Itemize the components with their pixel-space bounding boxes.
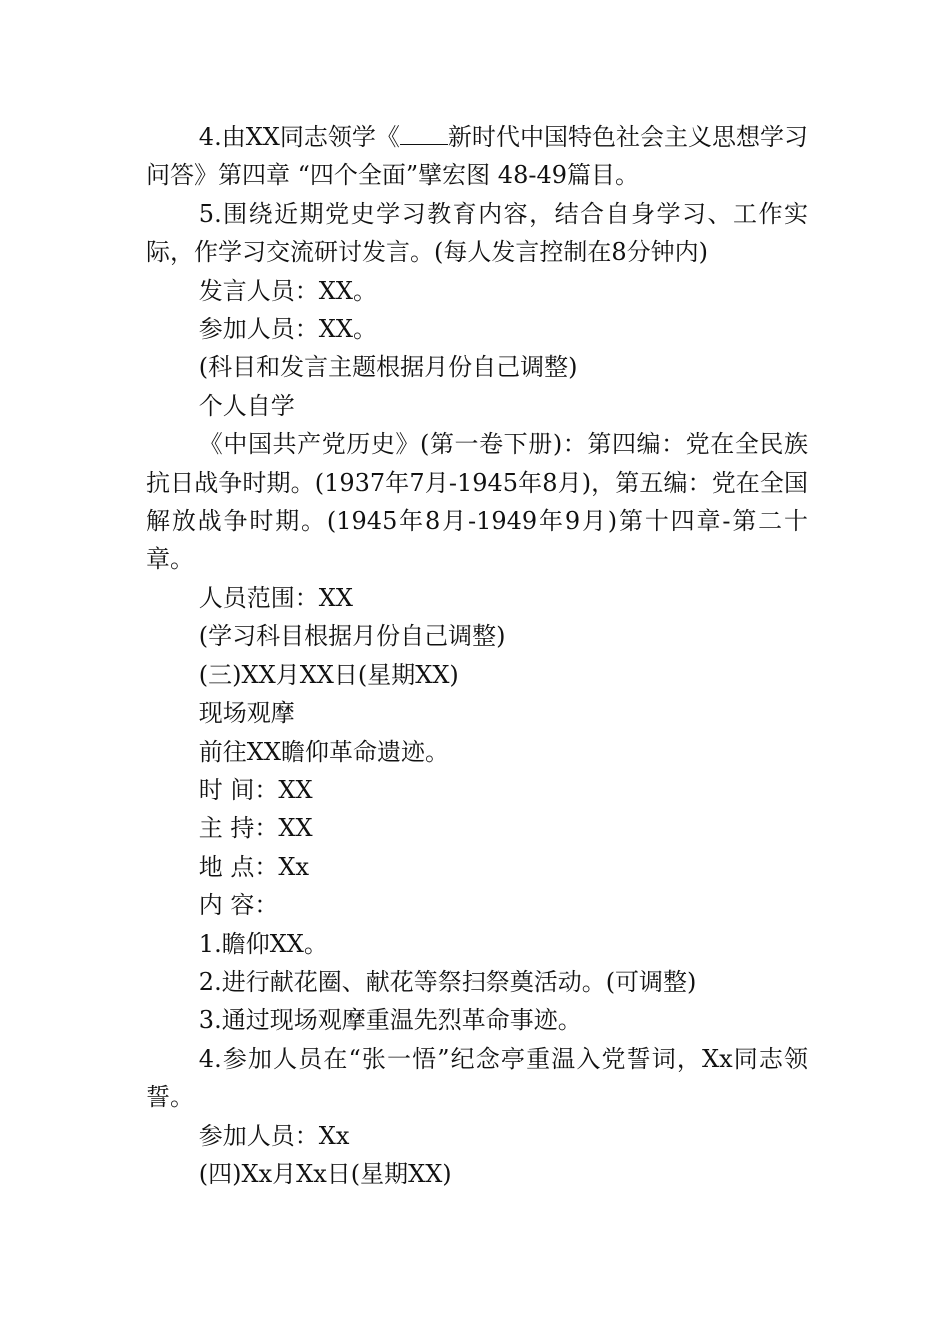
section-heading: 现场观摩 [198, 699, 295, 728]
paragraph: 地 点：Xx [198, 852, 310, 881]
section-heading: 个人自学 [198, 391, 295, 420]
section-heading: (四)Xx月Xx日(星期XX) [198, 1159, 452, 1188]
paragraph: 参加人员：Xx [198, 1121, 350, 1150]
paragraph-text: 4.由XX同志领学《 [198, 123, 400, 151]
paragraph: 5.围绕近期党史学习教育内容，结合自身学习、工作实际，作学习交流研讨发言。(每人发言控制在8分钟内) [146, 199, 808, 267]
list-item: 1.瞻仰XX。 [198, 929, 328, 958]
paragraph: 主 持：XX [198, 814, 313, 843]
paragraph: 时 间：XX [198, 775, 313, 804]
paragraph: 前往XX瞻仰革命遗迹。 [198, 737, 449, 766]
paragraph: 人员范围：XX [198, 583, 353, 612]
paragraph [146, 118, 808, 195]
fill-in-blank [400, 124, 448, 145]
paragraph: (学习科目根据月份自己调整) [198, 622, 506, 651]
list-item: 2.进行献花圈、献花等祭扫祭奠活动。(可调整) [198, 967, 697, 996]
paragraph: 《中国共产党历史》(第一卷下册)：第四编：党在全民族抗日战争时期。(1937年7月-1945年8月)，第五编：党在全国解放战争时期。(1945年8月-1949年9月)第十四章-第二十章。 [146, 430, 808, 574]
paragraph: 发言人员：XX。 [198, 276, 377, 305]
paragraph: 参加人员：XX。 [198, 315, 377, 344]
list-item: 4.参加人员在“张一悟”纪念亭重温入党誓词，Xx同志领誓。 [146, 1044, 808, 1112]
paragraph: (科目和发言主题根据月份自己调整) [198, 353, 578, 382]
paragraph: 内 容： [198, 891, 279, 920]
paragraph-text: 新时代中国特色社会主义思想学习问答》第四章 “四个全面”擘宏图 48-49篇目。 [146, 123, 809, 190]
list-item: 3.通过现场观摩重温先烈革命事迹。 [198, 1006, 582, 1035]
section-heading: (三)XX月XX日(星期XX) [198, 660, 459, 689]
document-body [146, 118, 808, 1193]
